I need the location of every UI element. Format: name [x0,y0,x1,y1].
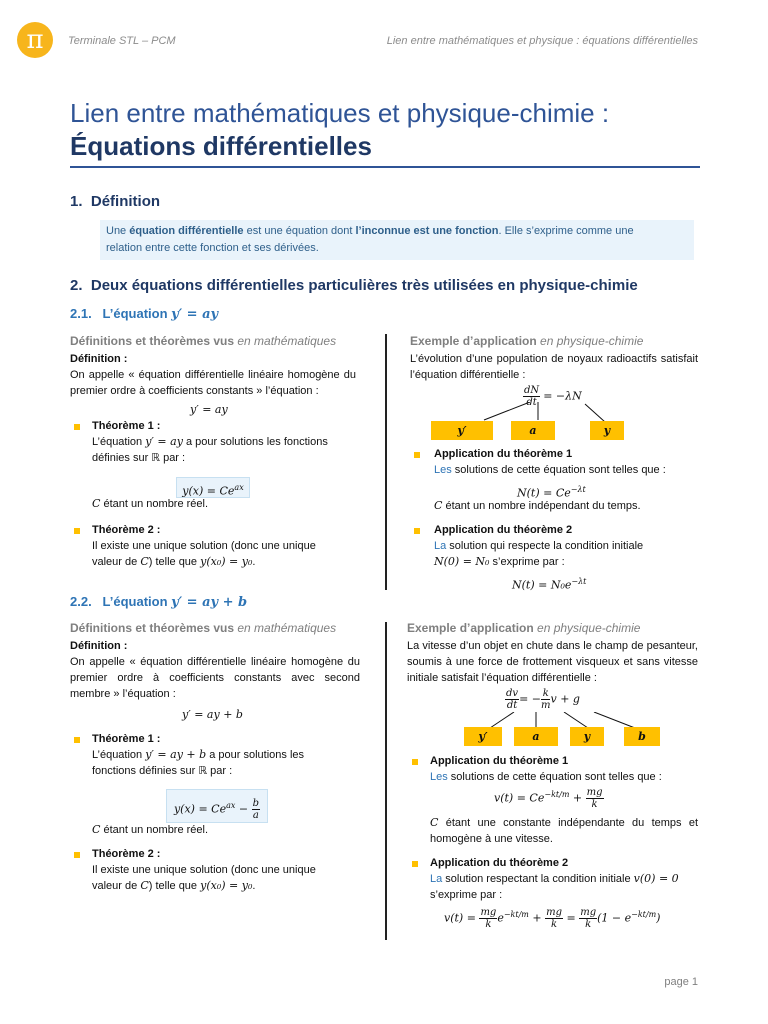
tag-y-prime: y′ [464,727,502,746]
application1-constant: C étant un nombre indépendant du temps. [434,499,641,512]
application2-equation: v(t) = $\frac{mg}{k}$ $e^{-kt/m}$ + $\frac{mg}{k}$ = $\frac{mg}{k}$ $(1 - e^{-kt/m})$ [444,907,661,931]
tag-y-prime: y′ [431,421,493,440]
tag-a: a [511,421,555,440]
subsection-2-2-heading: 2.2. L’équation y′ = ay + b [70,594,248,610]
theorem1-block: Théorème 1 : L’équation y′ = ay + b a pour solutions les fonctions définies sur ℝ par : [92,733,305,777]
bullet-icon [414,528,420,534]
physics-equation: $\frac{dN}{dt}$ = −λN [524,385,582,408]
theorem1-solution: $y(x) = Ce^{ax}$ − $\frac{b}{a}$ [166,789,268,823]
header-left: Terminale STL – PCM [68,35,176,47]
bullet-icon [414,452,420,458]
application1-equation: $v(t) = Ce^{-kt/m}$ + $\frac{mg}{k}$ [494,787,603,811]
section2-heading: 2. Deux équations différentielles particulières très utilisées en physique-chimie [70,277,638,294]
bullet-icon [74,528,80,534]
application2-block: Application du théorème 2 La solution respectant la condition initiale v(0) = 0 s’exprime par : [430,857,679,901]
application1-equation: $N(t) = Ce^{-\lambda t}$ [517,485,586,500]
section1-heading: 1. Définition [70,193,161,210]
logo [17,22,53,58]
application1-block: Application du théorème 1 Les solutions de cette équation sont telles que : [430,755,662,783]
physics-intro: La vitesse d’un objet en chute dans le champ de pesanteur, soumis à une force de frottement visqueux et sans vitesse initiale satisfait l’équation différentielle : [407,640,698,684]
theorem1-constant: C étant un nombre réel. [92,497,209,510]
tag-a: a [514,727,558,746]
connector-line [594,712,635,728]
title-line2: Équations différentielles [70,131,372,161]
tag-y: y [590,421,624,440]
definition-block: Définition : On appelle « équation différentielle linéaire homogène du premier ordre à coefficients constants avec second membre » l’équation : [70,640,360,700]
connector-line [484,402,530,420]
theorem1-solution: $y(x) = Ce^{ax}$ [176,477,250,498]
bullet-icon [412,861,418,867]
definition-equation: y′ = ay [190,403,228,416]
application2-block: Application du théorème 2 La solution qui respecte la condition initiale N(0) = N₀ s’exprime par : [434,524,644,568]
application1-constant: C étant une constante indépendante du temps et homogène à une vitesse. [430,816,698,845]
header-right: Lien entre mathématiques et physique : équations différentielles [386,35,698,47]
application2-equation: $N(t) = N_0e^{-\lambda t}$ [512,577,587,592]
theorem1-block: Théorème 1 : L’équation y′ = ay a pour solutions les fonctions définies sur ℝ par : [92,420,328,464]
definition-block: Définition : On appelle « équation différentielle linéaire homogène du premier ordre à coefficients constants » l’équation : [70,353,356,397]
math-column-heading: Définitions et théorèmes vus en mathématiques [70,334,337,348]
definition-equation: y′ = ay + b [182,708,243,721]
bullet-icon [74,852,80,858]
column-divider [385,334,387,590]
tag-y: y [570,727,604,746]
physics-intro: L’évolution d’une population de noyaux radioactifs satisfait l’équation différentielle : [410,353,698,381]
pi-icon: π [26,25,44,55]
bullet-icon [74,424,80,430]
definition-box: Une équation différentielle est une équation dont l’inconnue est une fonction. Elle s’exprime comme une relation entre cette fonction et ses dérivées. [100,220,694,260]
physics-equation: $\frac{dv}{dt}$ = − $\frac{k}{m}$ v + g [506,688,580,711]
connector-line [490,712,514,728]
bullet-icon [412,759,418,765]
physics-column-heading: Exemple d’application en physique-chimie [407,621,641,635]
connector-line [564,712,588,728]
math-column-heading: Définitions et théorèmes vus en mathématiques [70,621,337,635]
application1-block: Application du théorème 1 Les solutions de cette équation sont telles que : [434,448,666,476]
title-rule [70,166,700,168]
physics-column-heading: Exemple d’application en physique-chimie [410,334,644,348]
page-number: page 1 [664,976,698,988]
tag-b: b [624,727,660,746]
page-title [70,98,700,162]
theorem1-constant: C étant un nombre réel. [92,823,209,836]
subsection-2-1-heading: 2.1. L’équation y′ = ay [70,306,219,322]
column-divider [385,622,387,940]
bullet-icon [74,737,80,743]
title-line1: Lien entre mathématiques et physique-chimie : [70,98,610,128]
connector-line [585,404,605,422]
theorem2-block: Théorème 2 : Il existe une unique solution (donc une unique valeur de C) telle que y(x₀) = y₀. [92,848,316,892]
theorem2-block: Théorème 2 : Il existe une unique solution (donc une unique valeur de C) telle que y(x₀) = y₀. [92,524,316,568]
